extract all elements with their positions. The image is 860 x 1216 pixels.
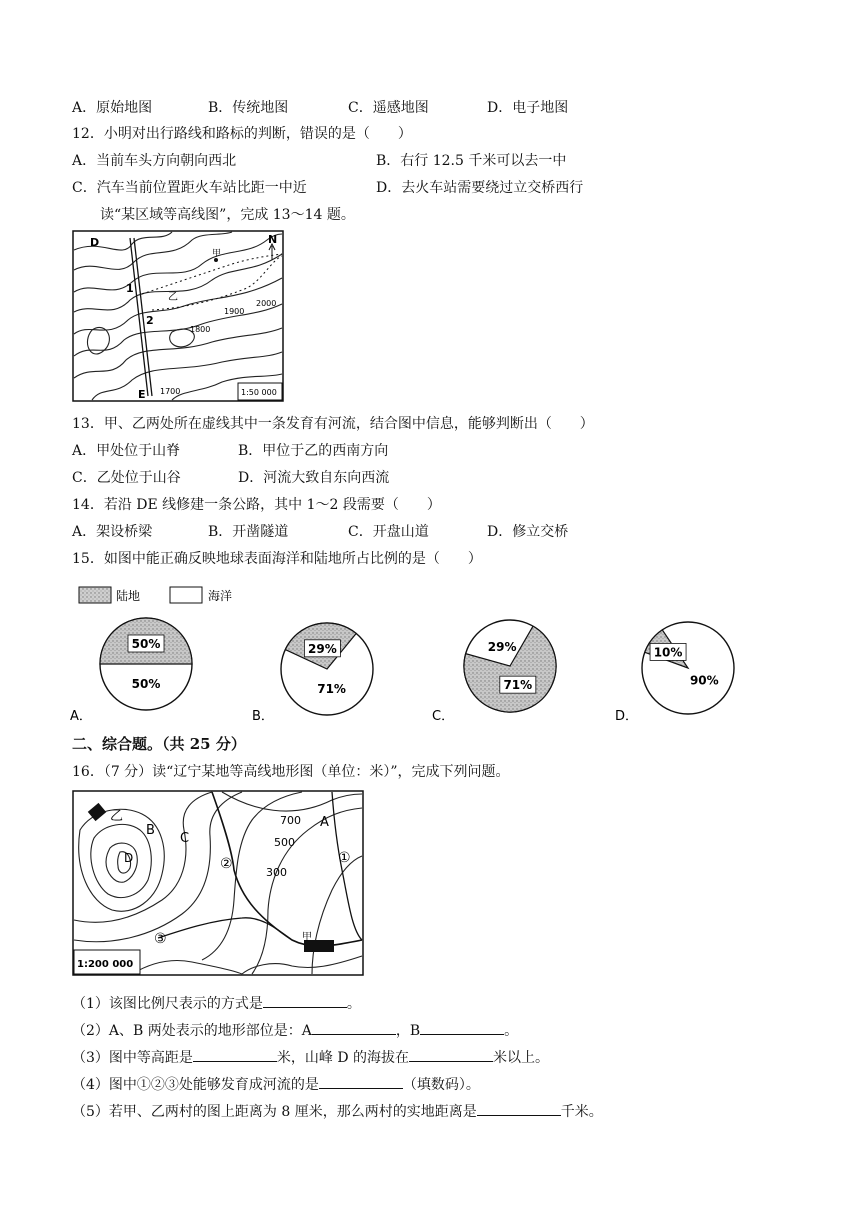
q12-option-c: C．汽车当前位置距火车站比距一中近 <box>72 180 307 196</box>
q12-option-d: D．去火车站需要绕过立交桥西行 <box>376 180 584 196</box>
pie-land-label: 29% <box>308 641 337 656</box>
pie-option-letter: C． <box>432 709 455 724</box>
q12-option-a: A．当前车头方向朝向西北 <box>72 153 237 169</box>
q11-option-d: D．电子地图 <box>487 100 569 116</box>
map1-label-2: 2 <box>146 314 154 327</box>
q13-option-a: A．甲处位于山脊 <box>72 443 181 459</box>
legend-ocean-label: 海洋 <box>208 589 233 603</box>
pie-ocean-label: 90% <box>689 673 719 688</box>
map2-contour-700: 700 <box>280 814 301 827</box>
q14-option-c: C．开盘山道 <box>348 524 429 540</box>
map2-contour-500: 500 <box>274 836 295 849</box>
map2-label-b: B <box>146 823 155 838</box>
map1-contour-1700: 1700 <box>160 387 181 396</box>
map2-label-c: C <box>180 831 190 846</box>
q15-pie-charts <box>64 616 784 726</box>
q11-option-b: B．传统地图 <box>208 100 289 116</box>
q15-stem: 15．如图中能正确反映地球表面海洋和陆地所占比例的是（ ） <box>72 551 482 567</box>
legend-land-label: 陆地 <box>116 589 141 603</box>
q16-sub4: （4）图中①②③处能够发育成河流的是 （填数码）。 <box>72 1073 480 1095</box>
pie-ocean-label: 50% <box>131 677 161 691</box>
contour-map-1-drawing <box>72 230 284 402</box>
map2-scale: 1:200 000 <box>77 959 134 970</box>
q16-sub3: （3）图中等高距是 米，山峰 D 的海拔在 米以上。 <box>72 1046 549 1068</box>
answer-blank[interactable] <box>263 992 347 1008</box>
contour-map-1 <box>72 230 284 402</box>
q14-option-b: B．开凿隧道 <box>208 524 289 540</box>
intro-13-14: 读“某区域等高线图”，完成 13～14 题。 <box>100 207 355 223</box>
map2-label-a: A <box>320 815 329 830</box>
map2-label-3: ③ <box>154 931 167 947</box>
q13-stem: 13．甲、乙两处所在虚线其中一条发育有河流，结合图中信息，能够判断出（ ） <box>72 416 594 432</box>
answer-blank[interactable] <box>312 1019 396 1035</box>
pie-option-letter: D． <box>615 709 639 724</box>
legend-land-swatch <box>79 587 111 603</box>
q16-sub1: （1）该图比例尺表示的方式是 。 <box>72 992 361 1014</box>
map1-contour-1800: 1800 <box>190 325 211 334</box>
map2-label-2: ② <box>220 856 233 872</box>
q13-option-b: B．甲位于乙的西南方向 <box>238 443 389 459</box>
q14-stem: 14．若沿 DE 线修建一条公路，其中 1～2 段需要（ ） <box>72 497 441 513</box>
q14-option-d: D．修立交桥 <box>487 524 569 540</box>
contour-map-2-drawing <box>72 790 364 976</box>
q14-option-a: A．架设桥梁 <box>72 524 153 540</box>
map1-scale: 1:50 000 <box>241 388 277 397</box>
answer-blank[interactable] <box>420 1019 504 1035</box>
q12-stem: 12．小明对出行路线和路标的判断，错误的是（ ） <box>72 126 412 142</box>
pie-land-label: 71% <box>503 678 533 693</box>
map1-label-yi: 乙 <box>168 292 178 303</box>
map1-contour-1900: 1900 <box>224 307 245 316</box>
q16-sub5: （5）若甲、乙两村的图上距离为 8 厘米，那么两村的实地距离是 千米。 <box>72 1100 603 1122</box>
q13-option-c: C．乙处位于山谷 <box>72 470 181 486</box>
q13-option-d: D．河流大致自东向西流 <box>238 470 390 486</box>
q11-option-c: C．遥感地图 <box>348 100 429 116</box>
pie-option-letter: B． <box>252 709 274 724</box>
section-2-heading: 二、综合题。（共 25 分） <box>72 735 246 753</box>
map2-contour-300: 300 <box>266 866 287 879</box>
pie-ocean-label: 29% <box>487 639 517 654</box>
q15-legend <box>78 584 258 608</box>
map2-label-yi: 乙 <box>110 809 124 824</box>
pie-option-letter: A． <box>70 709 92 724</box>
q12-option-b: B．右行 12.5 千米可以去一中 <box>376 153 567 169</box>
q16-sub2: （2）A、B 两处表示的地形部位是：A ，B 。 <box>72 1019 518 1041</box>
answer-blank[interactable] <box>193 1046 277 1062</box>
q16-stem: 16．（7 分）读“辽宁某地等高线地形图（单位：米）”，完成下列问题。 <box>72 764 510 780</box>
answer-blank[interactable] <box>477 1100 561 1116</box>
map1-label-jia: 甲 <box>212 249 222 259</box>
map1-contour-2000: 2000 <box>256 299 277 308</box>
q11-option-a: A．原始地图 <box>72 100 153 116</box>
map1-label-n: N <box>268 233 278 246</box>
contour-map-2 <box>72 790 364 976</box>
answer-blank[interactable] <box>319 1073 403 1089</box>
pie-ocean-label: 71% <box>317 682 346 697</box>
map1-label-d: D <box>90 236 100 249</box>
map2-label-d: D <box>124 851 134 865</box>
map2-label-jia: 甲 <box>302 932 312 943</box>
legend-ocean-swatch <box>170 587 202 603</box>
answer-blank[interactable] <box>409 1046 493 1062</box>
pie-land-label: 10% <box>653 645 683 660</box>
pie-land-label: 50% <box>131 637 161 651</box>
map1-label-1: 1 <box>126 282 134 295</box>
map2-label-1: ① <box>338 850 351 866</box>
map1-label-e: E <box>138 388 146 401</box>
